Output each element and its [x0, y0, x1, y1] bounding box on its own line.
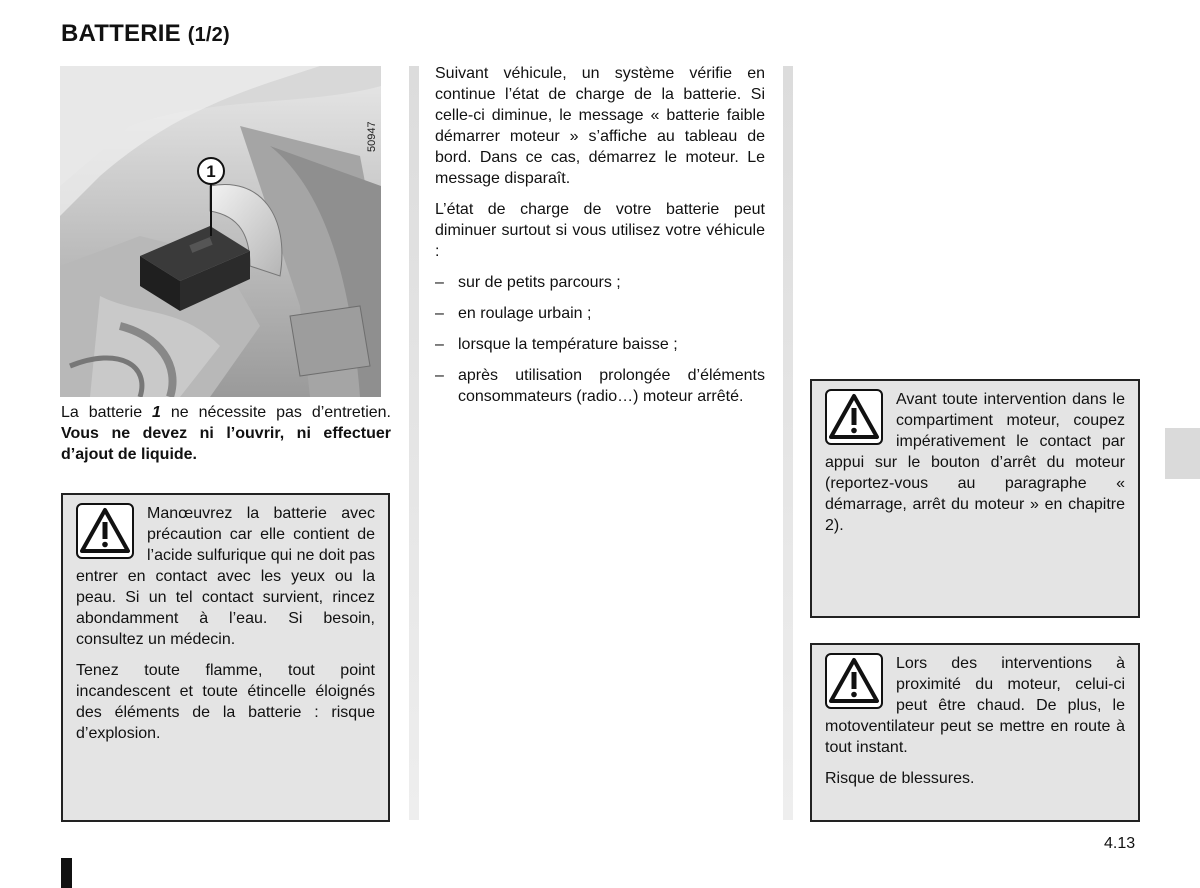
- warning-battery-text-2: Tenez toute flamme, tout point incandescent et toute étincelle éloignés des éléments de la batterie : risque d’explosion.: [76, 662, 375, 742]
- caption-bold: Vous ne devez ni l’ouvrir, ni effectuer d’ajout de liquide.: [61, 425, 391, 463]
- column-divider-right: [783, 66, 793, 820]
- title-suffix: (1/2): [187, 24, 230, 46]
- warning-box-battery: [61, 493, 390, 822]
- dash: –: [435, 305, 444, 322]
- list-item: – sur de petits parcours ;: [435, 274, 621, 291]
- page-number: 4.13: [1104, 835, 1136, 852]
- warning-triangle-icon: [825, 653, 883, 709]
- caption-text-1: La batterie: [61, 404, 153, 421]
- caption-text-2: ne nécessite pas d’entretien.: [160, 404, 391, 421]
- warning-hot-text-1: Lors des interventions à proximité du moteur, celui-ci peut être chaud. De plus, le motoventilateur peut se mettre en route à tout instant.: [825, 655, 1125, 756]
- figure-reference: [366, 112, 380, 152]
- dash: –: [435, 367, 444, 384]
- list-item: – lorsque la température baisse ;: [435, 336, 678, 353]
- caption-ref: 1: [152, 404, 161, 421]
- list-item: – en roulage urbain ;: [435, 305, 592, 322]
- callout-number: 1: [206, 162, 216, 181]
- title-text: BATTERIE: [61, 20, 181, 47]
- warning-box-engine-off: [810, 379, 1140, 618]
- warning-battery-text-1: Manœuvrez la batterie avec précaution car elle contient de l’acide sulfurique qui ne doit pas entrer en contact avec les yeux ou la peau. Si un tel contact survient, rincez abondamment à l’eau. Si besoin, consultez un médecin.: [76, 505, 375, 648]
- page-title: [61, 20, 230, 48]
- dash: –: [435, 274, 444, 291]
- usage-list: [435, 272, 765, 407]
- engine-bay-photo: [60, 66, 381, 397]
- main-text-column: [435, 63, 765, 417]
- warning-engine-text: Avant toute intervention dans le compartiment moteur, coupez impérativement le contact par appui sur le bouton d’arrêt du moteur (reportez-vous au paragraphe « démarrage, arrêt du moteur » en chapitre 2).: [825, 391, 1125, 534]
- list-item: – après utilisation prolongée d’éléments consommateurs (radio…) moteur arrêté.: [435, 367, 765, 405]
- warning-hot-text-2: Risque de blessures.: [825, 770, 975, 787]
- engine-bay-illustration: [60, 66, 381, 397]
- warning-triangle-icon: [76, 503, 134, 559]
- chapter-thumb-tab: [1165, 428, 1200, 479]
- figure-caption: [61, 402, 391, 465]
- body-paragraph-2: L’état de charge de votre batterie peut diminuer surtout si vous utilisez votre véhicule :: [435, 201, 765, 260]
- column-divider-left: [409, 66, 419, 820]
- warning-triangle-icon: [825, 389, 883, 445]
- figure-reference-number: 50947: [366, 121, 378, 152]
- dash: –: [435, 336, 444, 353]
- warning-box-hot-engine: [810, 643, 1140, 822]
- body-paragraph-1: Suivant véhicule, un système vérifie en continue l’état de charge de la batterie. Si celle-ci diminue, le message « batterie faible démarrer moteur » s’affiche au tableau de bord. Dans ce cas, démarrez le moteur. Le message disparaît.: [435, 65, 765, 187]
- page-corner-mark: [61, 858, 72, 888]
